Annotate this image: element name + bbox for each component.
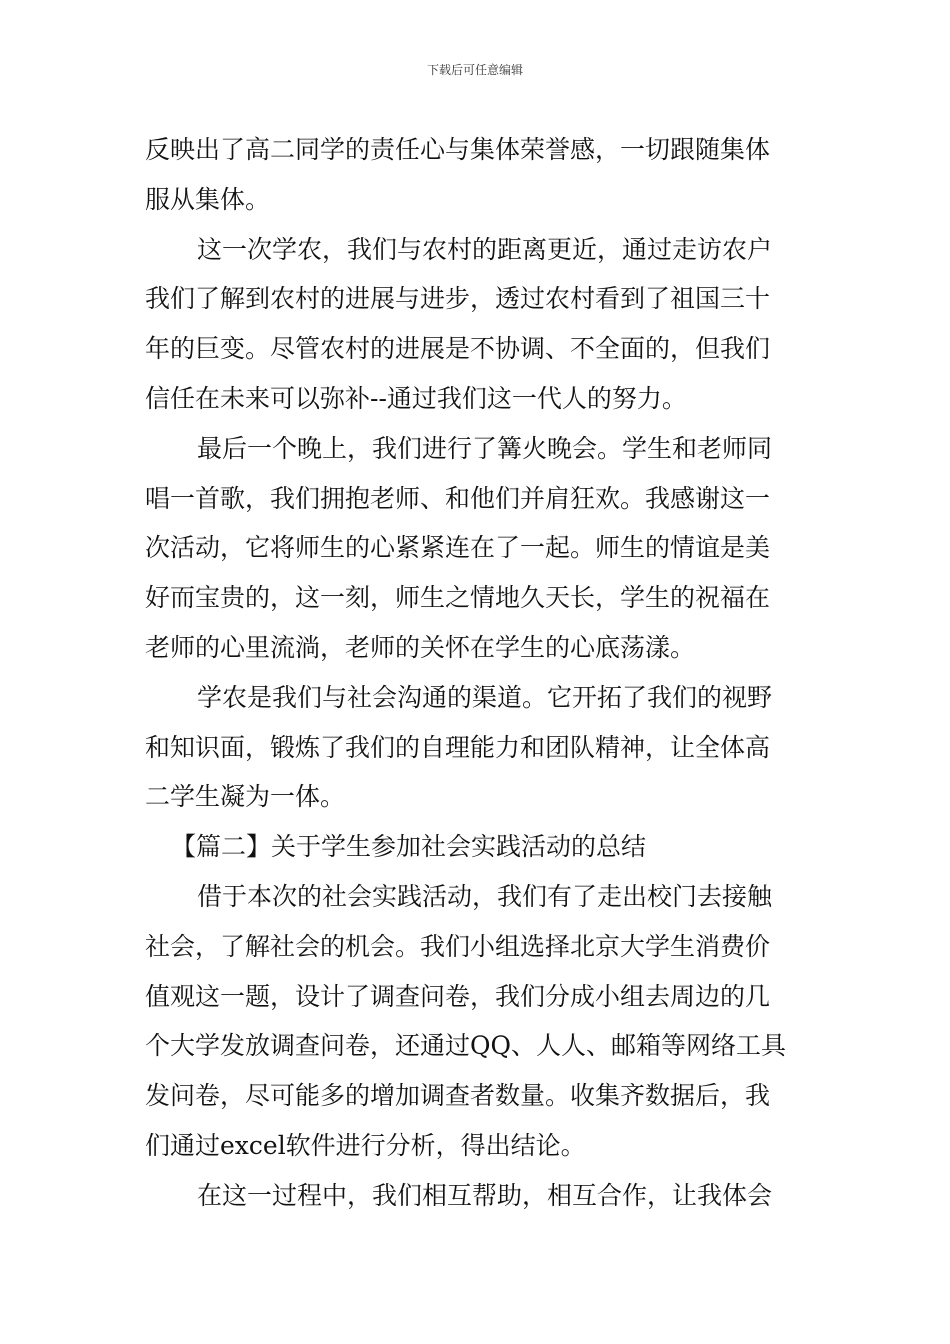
text-line: 借于本次的社会实践活动，我们有了走出校门去接触 [197,881,773,911]
section-heading: 【篇二】关于学生参加社会实践活动的总结 [171,832,647,862]
text-line: 和知识面，锻炼了我们的自理能力和团队精神，让全体高 [145,732,771,762]
text-line: 个大学发放调查问卷，还通过QQ、人人、邮箱等网络工具 [145,1031,786,1061]
text-line: 反映出了高二同学的责任心与集体荣誉感，一切跟随集体 [145,135,771,164]
text-line: 二学生凝为一体。 [145,782,346,812]
text-line: 们通过excel软件进行分析，得出结论。 [145,1130,586,1160]
text-line: 社会，了解社会的机会。我们小组选择北京大学生消费价 [145,931,771,961]
text-line: 学农是我们与社会沟通的渠道。它开拓了我们的视野 [197,682,773,712]
page-header: 下载后可任意编辑 [426,63,523,77]
text-line: 我们了解到农村的进展与进步，透过农村看到了祖国三十 [145,284,771,314]
text-line: 这一次学农，我们与农村的距离更近，通过走访农户 [197,234,773,264]
text-line: 在这一过程中，我们相互帮助，相互合作，让我体会 [197,1180,773,1210]
text-line: 值观这一题，设计了调查问卷，我们分成小组去周边的几 [145,981,771,1011]
text-line: 最后一个晚上，我们进行了篝火晚会。学生和老师同 [197,433,773,463]
text-line: 年的巨变。尽管农村的进展是不协调、不全面的，但我们 [145,334,771,364]
text-line: 好而宝贵的，这一刻，师生之情地久天长，学生的祝福在 [145,583,771,613]
text-line: 发问卷，尽可能多的增加调查者数量。收集齐数据后，我 [145,1081,771,1111]
text-line: 唱一首歌，我们拥抱老师、和他们并肩狂欢。我感谢这一 [145,483,771,513]
text-line: 信任在未来可以弥补--通过我们这一代人的努力。 [145,383,687,413]
text-line: 服从集体。 [145,184,271,214]
text-line: 老师的心里流淌，老师的关怀在学生的心底荡漾。 [145,632,696,662]
document-body [145,125,809,1221]
text-line: 次活动，它将师生的心紧紧连在了一起。师生的情谊是美 [145,533,771,563]
